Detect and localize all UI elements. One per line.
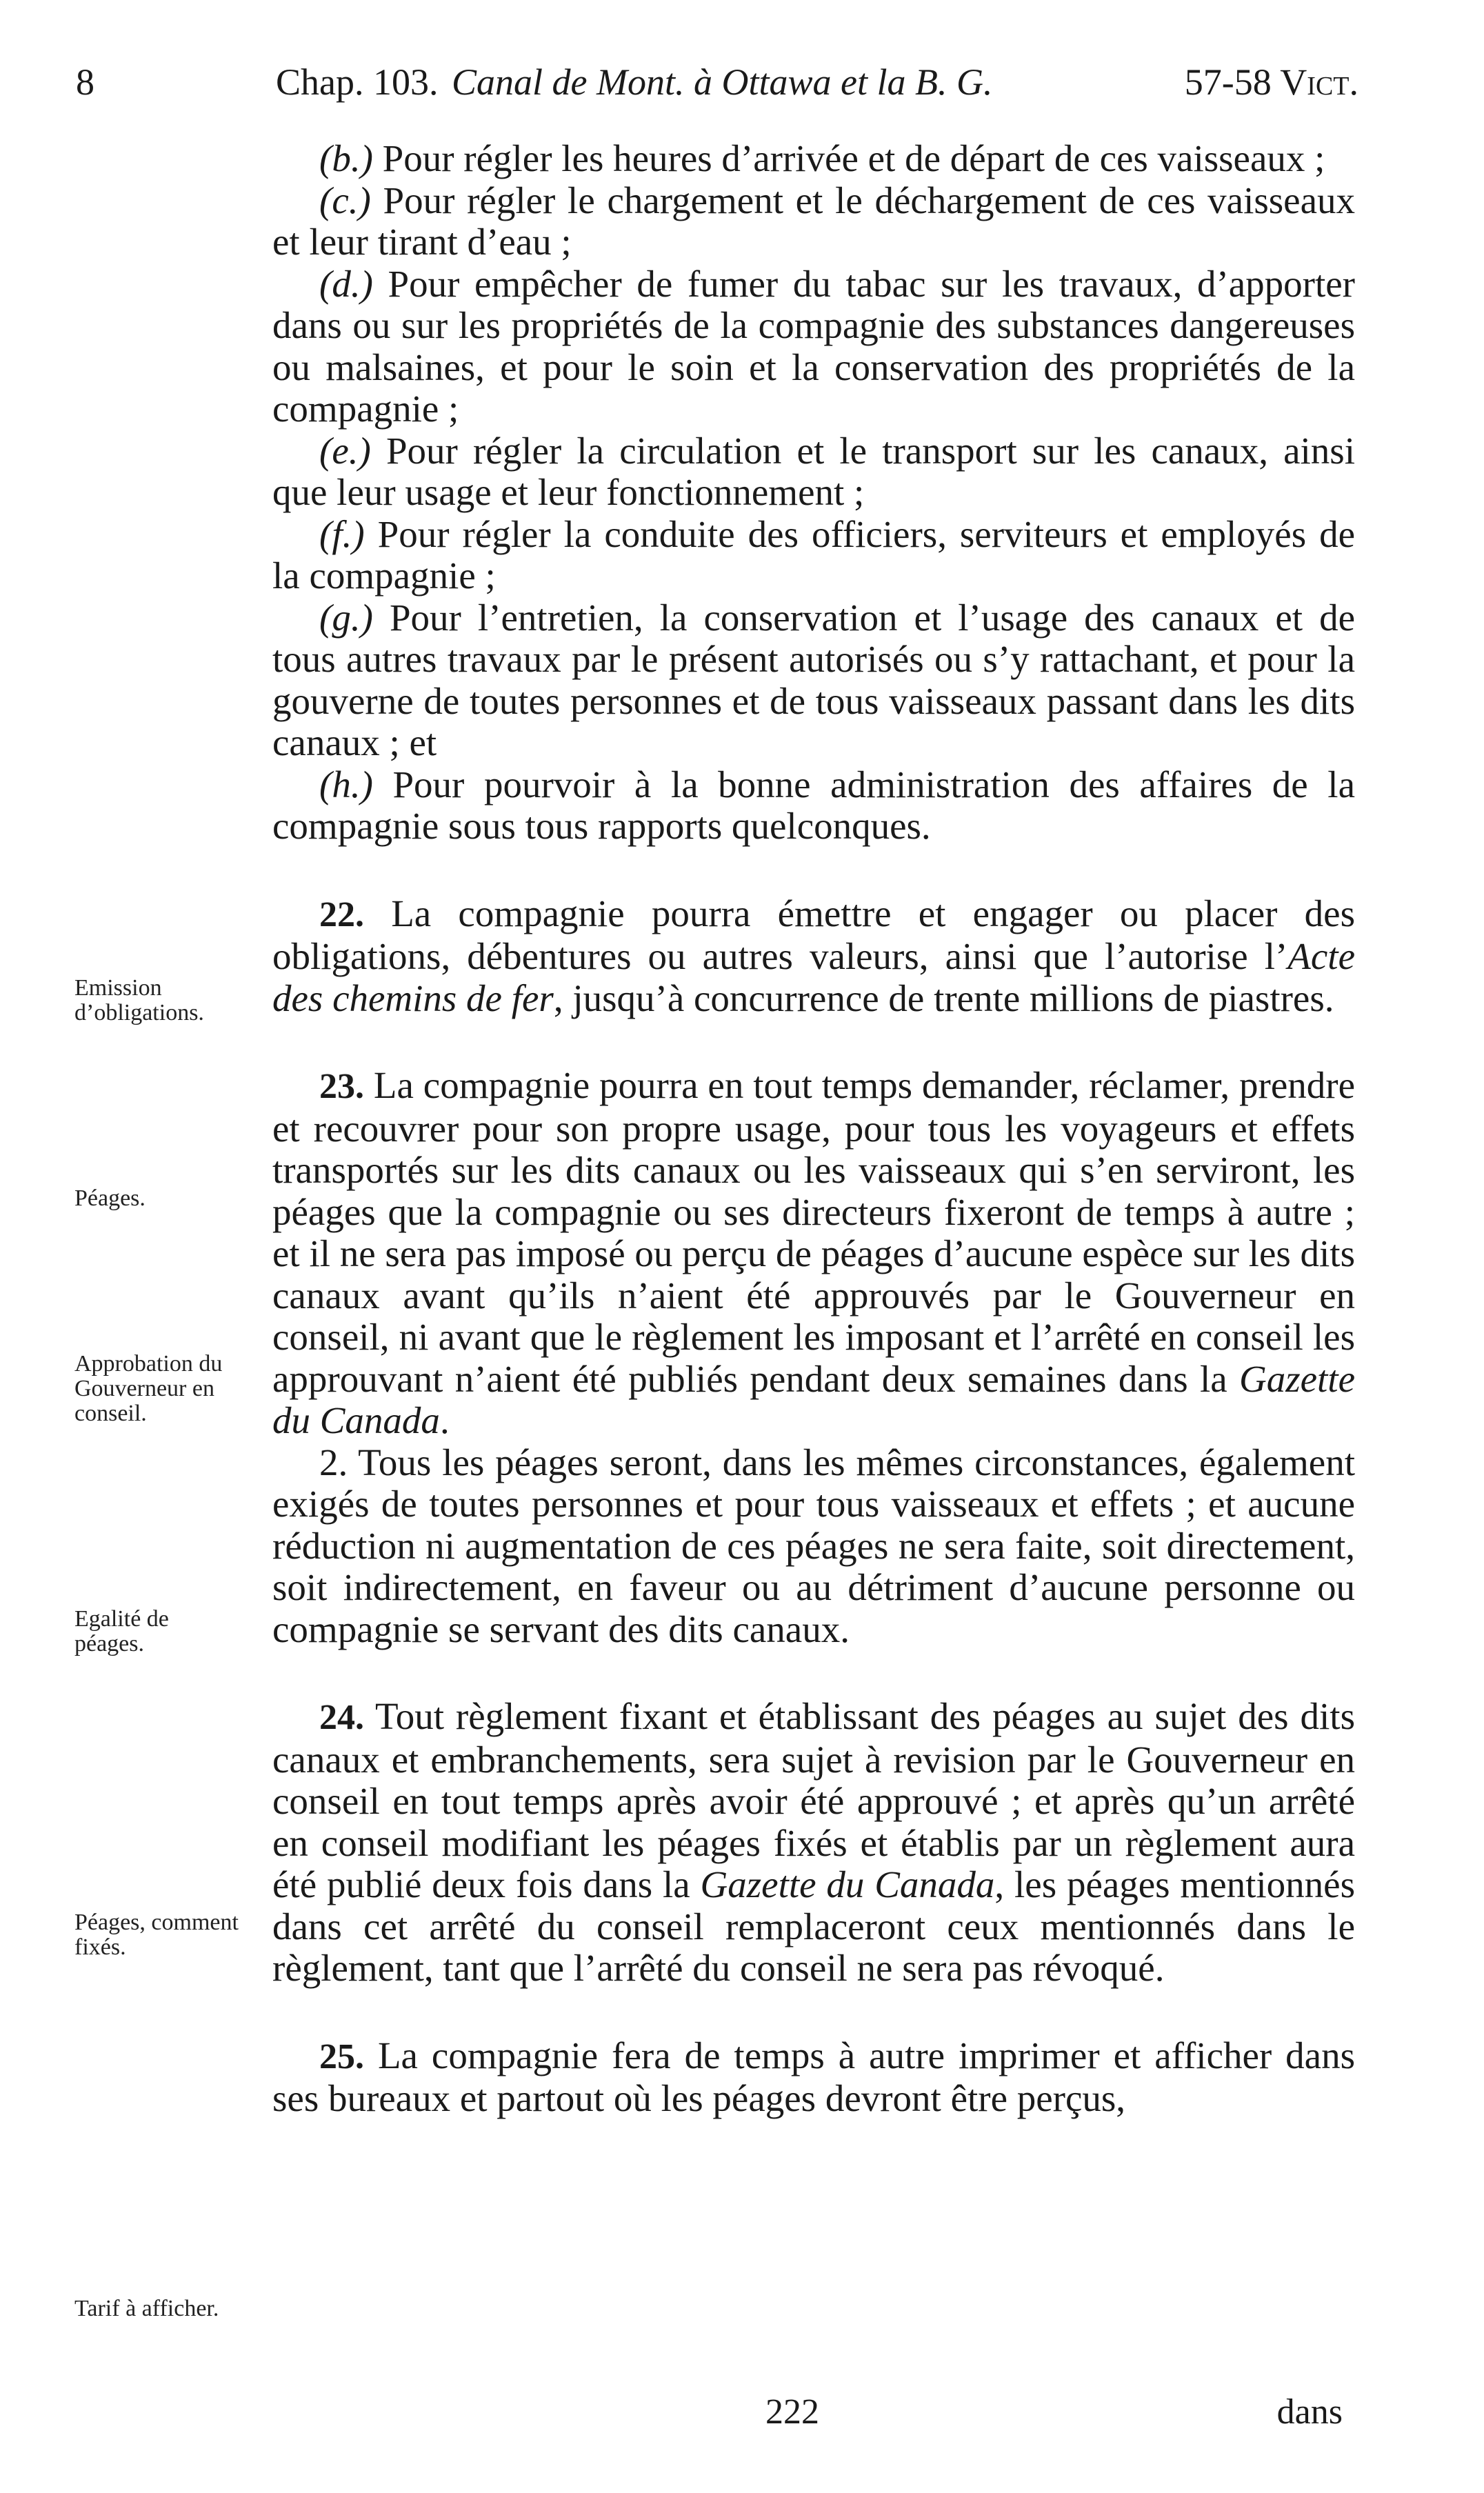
marginal-note-emission: Emission d’obligations. bbox=[74, 975, 204, 1025]
marginal-note-tarif: Tarif à afficher. bbox=[74, 2296, 219, 2321]
marginal-note-approbation: Approbation du Gouverneur en conseil. bbox=[74, 1351, 223, 1426]
subsection-text: Pour régler la circulation et le transport sur les canaux, ainsi que leur usage et leur fonctionnement ; bbox=[272, 429, 1355, 513]
section-gap bbox=[272, 1650, 1355, 1696]
subsection-c bbox=[272, 180, 1355, 263]
section-text: . bbox=[439, 1399, 450, 1441]
subsection-text: Pour l’entretien, la conservation et l’usage des canaux et de tous autres travaux par le présent autorisés ou s’y rattachant, et pour la gouverne de toutes personnes et de tous vaisseaux passant dans les dits canaux ; et bbox=[272, 596, 1355, 763]
section-number: 24. bbox=[319, 1698, 364, 1737]
regnal-year: 57-58 Vict. bbox=[1184, 61, 1358, 103]
subsection-g bbox=[272, 597, 1355, 764]
section-25 bbox=[272, 2035, 1355, 2120]
section-text: , les péages mentionnés dans cet arrêté du conseil remplaceront ceux mentionnés dans le règlement, tant que l’arrêté du conseil ne sera pas révoqué. bbox=[272, 1863, 1355, 1989]
section-23 bbox=[272, 1065, 1355, 1442]
act-title: Canal de Mont. à Ottawa et la B. G. bbox=[452, 61, 993, 103]
footer-page-number: 222 bbox=[765, 2392, 819, 2432]
subsection-label: (b.) bbox=[319, 137, 373, 179]
section-text: , jusqu’à concurrence de trente millions de piastres. bbox=[553, 977, 1334, 1019]
section-gap bbox=[272, 848, 1355, 893]
subsection-label: (g.) bbox=[319, 596, 373, 639]
section-gap bbox=[272, 1019, 1355, 1065]
act-reference: Acte des chemins de fer bbox=[272, 935, 1355, 1019]
catchword: dans bbox=[1276, 2392, 1343, 2432]
section-23-subsection-2 bbox=[272, 1442, 1355, 1651]
gazette-reference: Gazette du Canada bbox=[272, 1357, 1355, 1441]
subsection-text: Pour régler le chargement et le déchargement de ces vaisseaux et leur tirant d’eau ; bbox=[272, 179, 1355, 263]
subsection-label: (c.) bbox=[319, 179, 371, 221]
body-text bbox=[272, 138, 1355, 2120]
subsection-d bbox=[272, 263, 1355, 430]
section-number: 25. bbox=[319, 2036, 364, 2076]
section-gap bbox=[272, 1990, 1355, 2035]
marginal-note-egalite: Egalité de péages. bbox=[74, 1606, 169, 1656]
section-24 bbox=[272, 1696, 1355, 1990]
subsection-text: Pour empêcher de fumer du tabac sur les travaux, d’apporter dans ou sur les propriétés de la compagnie des substances dangereuses ou malsaines, et pour le soin et la conservation des propriétés de la compagnie ; bbox=[272, 262, 1355, 430]
section-text: La compagnie pourra émettre et engager ou placer des obligations, débentures ou autres valeurs, ainsi que l’autorise l’ bbox=[272, 892, 1355, 977]
section-number: 22. bbox=[319, 894, 364, 934]
gazette-reference: Gazette du Canada bbox=[700, 1863, 995, 1905]
section-text: La compagnie pourra en tout temps demander, réclamer, prendre et recouvrer pour son propre usage, pour tous les voyageurs et effets transportés sur les dits canaux ou les vaisseaux qui s’en serviront, les péages que la compagnie ou ses directeurs fixeront de temps à autre ; et il ne sera pas imposé ou perçu de péages d’aucune espèce sur les dits canaux avant qu’ils n’aient été approuvés par le Gouverneur en conseil, ni avant que le règlement les imposant et l’arrêté en conseil les approuvant n’aient été publiés pendant deux semaines dans la bbox=[272, 1064, 1355, 1400]
section-text: 2. Tous les péages seront, dans les mêmes circonstances, également exigés de toutes personnes et pour tous vaisseaux et effets ; et aucune réduction ni augmentation de ces péages ne sera faite, soit directement, soit indirectement, en faveur ou au détriment d’aucune personne ou compagnie se servant des dits canaux. bbox=[272, 1441, 1355, 1650]
subsection-label: (d.) bbox=[319, 262, 373, 305]
section-number: 23. bbox=[319, 1067, 364, 1106]
section-text: Tout règlement fixant et établissant des péages au sujet des dits canaux et embranchements, sera sujet à revision par le Gouverneur en conseil en tout temps après avoir été approuvé ; et après qu’un arrêté en conseil modifiant les péages fixés et établis par un règlement aura été publié deux fois dans la bbox=[272, 1695, 1355, 1905]
section-text: La compagnie fera de temps à autre imprimer et afficher dans ses bureaux et partout où les péages devront être perçus, bbox=[272, 2034, 1355, 2119]
subsection-h bbox=[272, 764, 1355, 848]
section-22 bbox=[272, 893, 1355, 1020]
subsection-text: Pour pourvoir à la bonne administration des affaires de la compagnie sous tous rapports quelconques. bbox=[272, 763, 1355, 847]
subsection-b bbox=[272, 138, 1355, 180]
subsection-label: (f.) bbox=[319, 512, 365, 555]
subsection-label: (e.) bbox=[319, 429, 371, 472]
marginal-note-comment-fixes: Péages, comment fixés. bbox=[74, 1910, 239, 1960]
subsection-label: (h.) bbox=[319, 763, 373, 805]
subsection-f bbox=[272, 514, 1355, 597]
subsection-text: Pour régler la conduite des officiers, serviteurs et employés de la compagnie ; bbox=[272, 512, 1355, 597]
page-number: 8 bbox=[76, 61, 94, 103]
subsection-e bbox=[272, 430, 1355, 514]
subsection-text: Pour régler les heures d’arrivée et de départ de ces vaisseaux ; bbox=[372, 137, 1325, 179]
marginal-note-peages: Péages. bbox=[74, 1185, 146, 1211]
running-header bbox=[76, 61, 1358, 116]
chapter-label: Chap. 103. bbox=[276, 61, 439, 103]
